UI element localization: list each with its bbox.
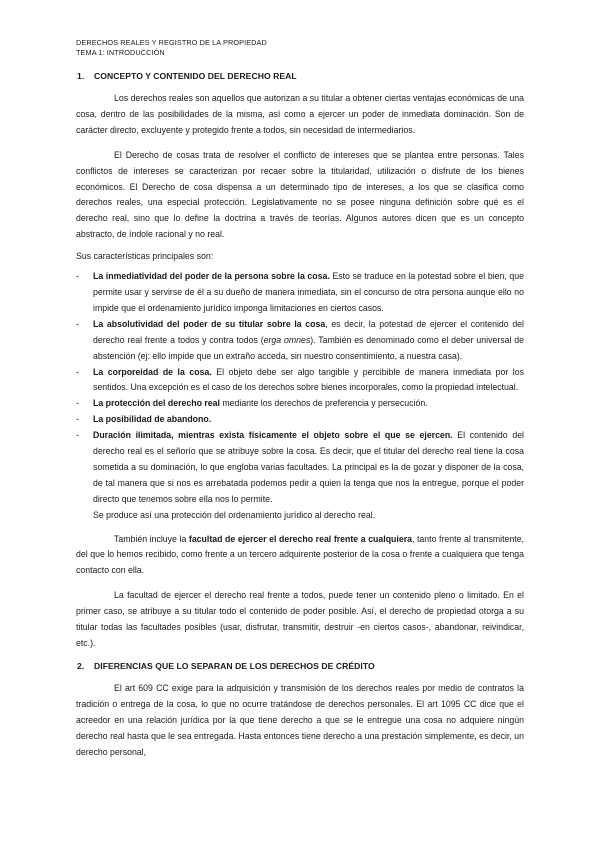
list-dash: - [76, 414, 79, 425]
list-item [76, 412, 524, 428]
feature-title: La corporeidad de la cosa. [93, 366, 212, 377]
header-topic: TEMA 1: INTRODUCCIÓN [76, 48, 165, 57]
feature-text: Esto se traduce en la potestad sobre el bien, que permite usar y servirse de él a su dueño de manera inmediata, sin el concurso de otra persona aunque ello no impide que el ordenamiento jurídico imponga limitaciones en ciertos casos. [93, 271, 524, 313]
list-item [76, 365, 524, 397]
paragraph-3-bold: facultad de ejercer el derecho real frente a cualquiera [188, 533, 412, 544]
paragraph-3-lead: También incluye la [114, 533, 189, 544]
feature-text: El objeto debe ser algo tangible y percibible de manera inmediata por los sentidos. Una excepción es el caso de los derechos sobre bienes incorporales, como la propiedad intelectual. [93, 366, 524, 393]
list-item [76, 396, 524, 412]
running-header [76, 38, 524, 58]
header-course-title: DERECHOS REALES Y REGISTRO DE LA PROPIEDAD [76, 38, 267, 47]
list-item [76, 428, 524, 508]
feature-note: Se produce así una protección del ordenamiento jurídico al derecho real. [93, 509, 376, 520]
section-2-heading [76, 660, 524, 672]
features-list [76, 269, 524, 508]
feature-title: Duración ilimitada, mientras exista físicamente el objeto sobre el que se ejercen. [93, 430, 453, 441]
section-1-number: 1. [77, 71, 85, 81]
section-2-title: DIFERENCIAS QUE LO SEPARAN DE LOS DERECHOS DE CRÉDITO [94, 660, 375, 671]
list-dash: - [76, 430, 79, 441]
section-1-paragraph-3 [76, 532, 524, 580]
section-2-paragraph-1: El art 609 CC exige para la adquisición y transmisión de los derechos reales por medio de contratos la tradición o entrega de la cosa, lo que no ocurre tratándose de derechos personales. El art 1095 CC dice que el acreedor en una relación jurídica por la que tiene derecho a que se le entregue una cosa no adquiere ningún derecho real hasta que le sea entregada. Hasta entonces tiene derecho a una prestación simplemente, es decir, un derecho personal, [76, 682, 524, 757]
section-1-paragraph-2: El Derecho de cosas trata de resolver el conflicto de intereses que se plantea entre personas. Tales conflictos de intereses se caracterizan por recaer sobre la titularidad, utilización o disfrute de los bienes económicos. El Derecho de cosa dispensa a un determinado tipo de intereses, a los que se clasifica como derechos reales, una especial protección. Legislativamente no se posee ninguna definición sobre qué es el derecho real, sino que lo define la doctrina a través de teorías. Algunos autores dicen que es un concepto abstracto, de índole racional y no real. [76, 149, 524, 240]
feature-text: , es decir, la potestad de ejercer el contenido del derecho real frente a todos y contra todos ( [93, 318, 524, 345]
feature-text: mediante los derechos de preferencia y persecución. [219, 398, 428, 409]
feature-title: La posibilidad de abandono. [93, 414, 212, 425]
section-1-title: CONCEPTO Y CONTENIDO DEL DERECHO REAL [94, 71, 297, 81]
list-item [76, 317, 524, 365]
feature-title: La absolutividad del poder de su titular sobre la cosa [93, 318, 326, 329]
list-dash: - [76, 398, 79, 409]
feature-title: La protección del derecho real [93, 398, 220, 409]
section-1-paragraph-1: Los derechos reales son aquellos que autorizan a su titular a obtener ciertas ventajas económicas de una cosa, dentro de las posibilidades de la misma, así como a ejercer un poder de inmediata dominación. Son de carácter directo, excluyente y protegido frente a todos, sin necesidad de intermediarios. [76, 93, 524, 135]
section-1-heading [76, 70, 524, 82]
feature-text-after: ). También es denominado como el deber universal de abstención (ej: ello impide que un extraño acceda, sin nuestro consentimiento, a nuestra casa). [93, 334, 524, 361]
list-dash: - [76, 318, 79, 329]
section-1-paragraph-4: La facultad de ejercer el derecho real frente a todos, puede tener un contenido pleno o limitado. En el primer caso, se atribuye a su titular todo el contenido de poder posible. Así, el derecho de propiedad otorga a su titular todas las facultades posibles (usar, disfrutar, transmitir, destruir -en ciertos casos-, abandonar, reivindicar, etc.). [76, 590, 524, 648]
list-dash: - [76, 271, 79, 282]
list-dash: - [76, 366, 79, 377]
feature-title: La inmediatividad del poder de la persona sobre la cosa. [93, 271, 330, 282]
features-intro: Sus características principales son: [76, 251, 214, 262]
list-item [76, 269, 524, 317]
paragraph-3-rest: , tanto frente al transmitente, del que lo hemos recibido, como frente a un tercero adquirente posterior de la cosa o frente a cualquiera que tenga contacto con ella. [76, 533, 524, 576]
feature-italic: erga omnes [263, 334, 311, 345]
section-2-number: 2. [77, 660, 85, 671]
feature-text: El contenido del derecho real es el señorío que se atribuye sobre la cosa. Es decir, que el titular del derecho real tiene la cosa sometida a su dominación, lo que engloba varias facultades. La principal es la de gozar y disponer de la cosa, de tal manera que si nos es arrebatada podemos pedir a quien la tenga que nos la entregue, porque el poder directo que tenemos sobre ella nos lo permite. [93, 430, 525, 504]
